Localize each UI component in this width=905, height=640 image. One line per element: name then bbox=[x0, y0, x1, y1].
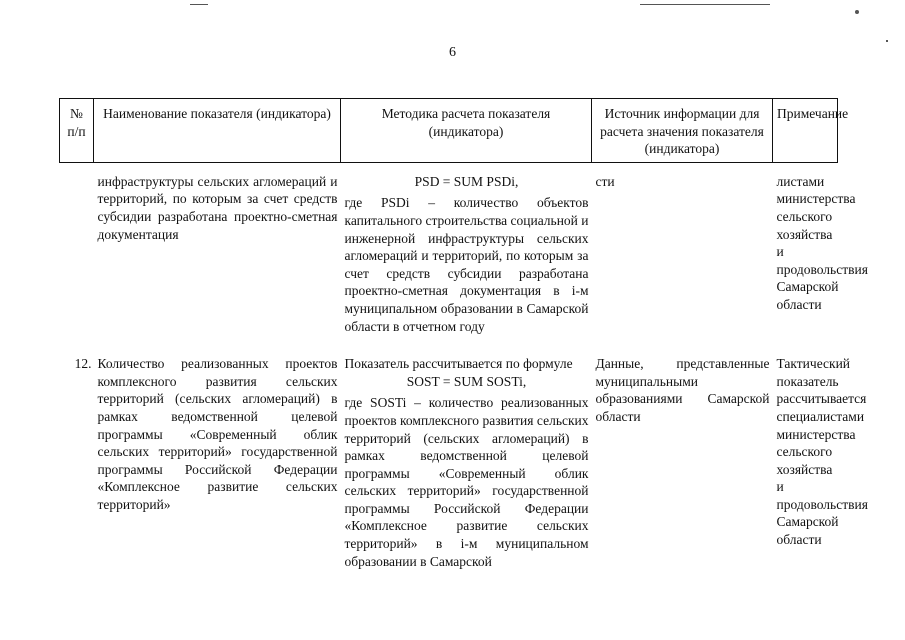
row-num: 12. bbox=[74, 356, 92, 372]
header-method: Методика расчета показателя (индикатора) bbox=[341, 99, 592, 163]
table-row bbox=[60, 162, 838, 355]
row-note: Тактический показатель рассчитывается специалистами министерства сельского хозяйства и продовольствия Самарской области bbox=[776, 356, 868, 548]
scan-artifact-top-right bbox=[640, 4, 770, 5]
scan-artifact-corner bbox=[855, 10, 859, 14]
row-method bbox=[341, 355, 592, 570]
row-formula: PSD = SUM PSDi, bbox=[414, 173, 519, 189]
row-name: Количество реализованных проектов комплексного развития сельских территорий (сельских агломераций) в рамках ведомственной целевой программы «Современный облик сельских территорий» государственной программы Российской Федерации «Комплексное развитие сельских территорий» bbox=[97, 356, 338, 512]
row-source: сти bbox=[595, 173, 615, 189]
row-method-intro: Показатель рассчитывается по формуле bbox=[344, 356, 573, 372]
row-num bbox=[60, 162, 94, 355]
header-name: Наименование показателя (индикатора) bbox=[94, 99, 341, 163]
row-method-text: где PSDi – количество объектов капитального строительства социальной и инженерной инфраструктуры сельских агломераций и территорий, по которым за счет средств субсидии разработана проектно-сметная документация в i-м муниципальном образовании в Самарской области в отчетном году bbox=[344, 195, 589, 334]
scan-artifact-top-left bbox=[190, 4, 208, 5]
row-source: Данные, представленные муниципальными образованиями Самарской области bbox=[595, 356, 770, 424]
row-formula: SOST = SUM SOSTi, bbox=[406, 373, 527, 389]
row-method-text: где SOSTi – количество реализованных проектов комплексного развития сельских территорий (сельских агломераций) в рамках ведомственной целевой программы «Современный облик сельских территорий» государственной программы Российской Федерации «Комплексное развитие сельских территорий» в i-м муниципальном образовании в Самарской bbox=[344, 395, 589, 569]
header-num-abbr: п/п bbox=[67, 123, 86, 139]
table-row bbox=[60, 355, 838, 570]
header-note: Примечание bbox=[773, 99, 838, 163]
page-number: 6 bbox=[449, 45, 456, 60]
header-num bbox=[60, 99, 94, 163]
table-header-row bbox=[60, 99, 838, 163]
row-name: инфраструктуры сельских агломераций и территорий, по которым за счет средств субсидии разработана проектно-сметная документация bbox=[97, 173, 338, 242]
header-num-symbol: № bbox=[70, 106, 83, 121]
indicators-table bbox=[59, 98, 868, 570]
scan-artifact-dot bbox=[886, 40, 888, 42]
row-note: листами министерства сельского хозяйства и продовольствия Самарской области bbox=[776, 173, 868, 312]
header-source: Источник информации для расчета значения показателя (индикатора) bbox=[592, 99, 773, 163]
row-method bbox=[341, 162, 592, 355]
